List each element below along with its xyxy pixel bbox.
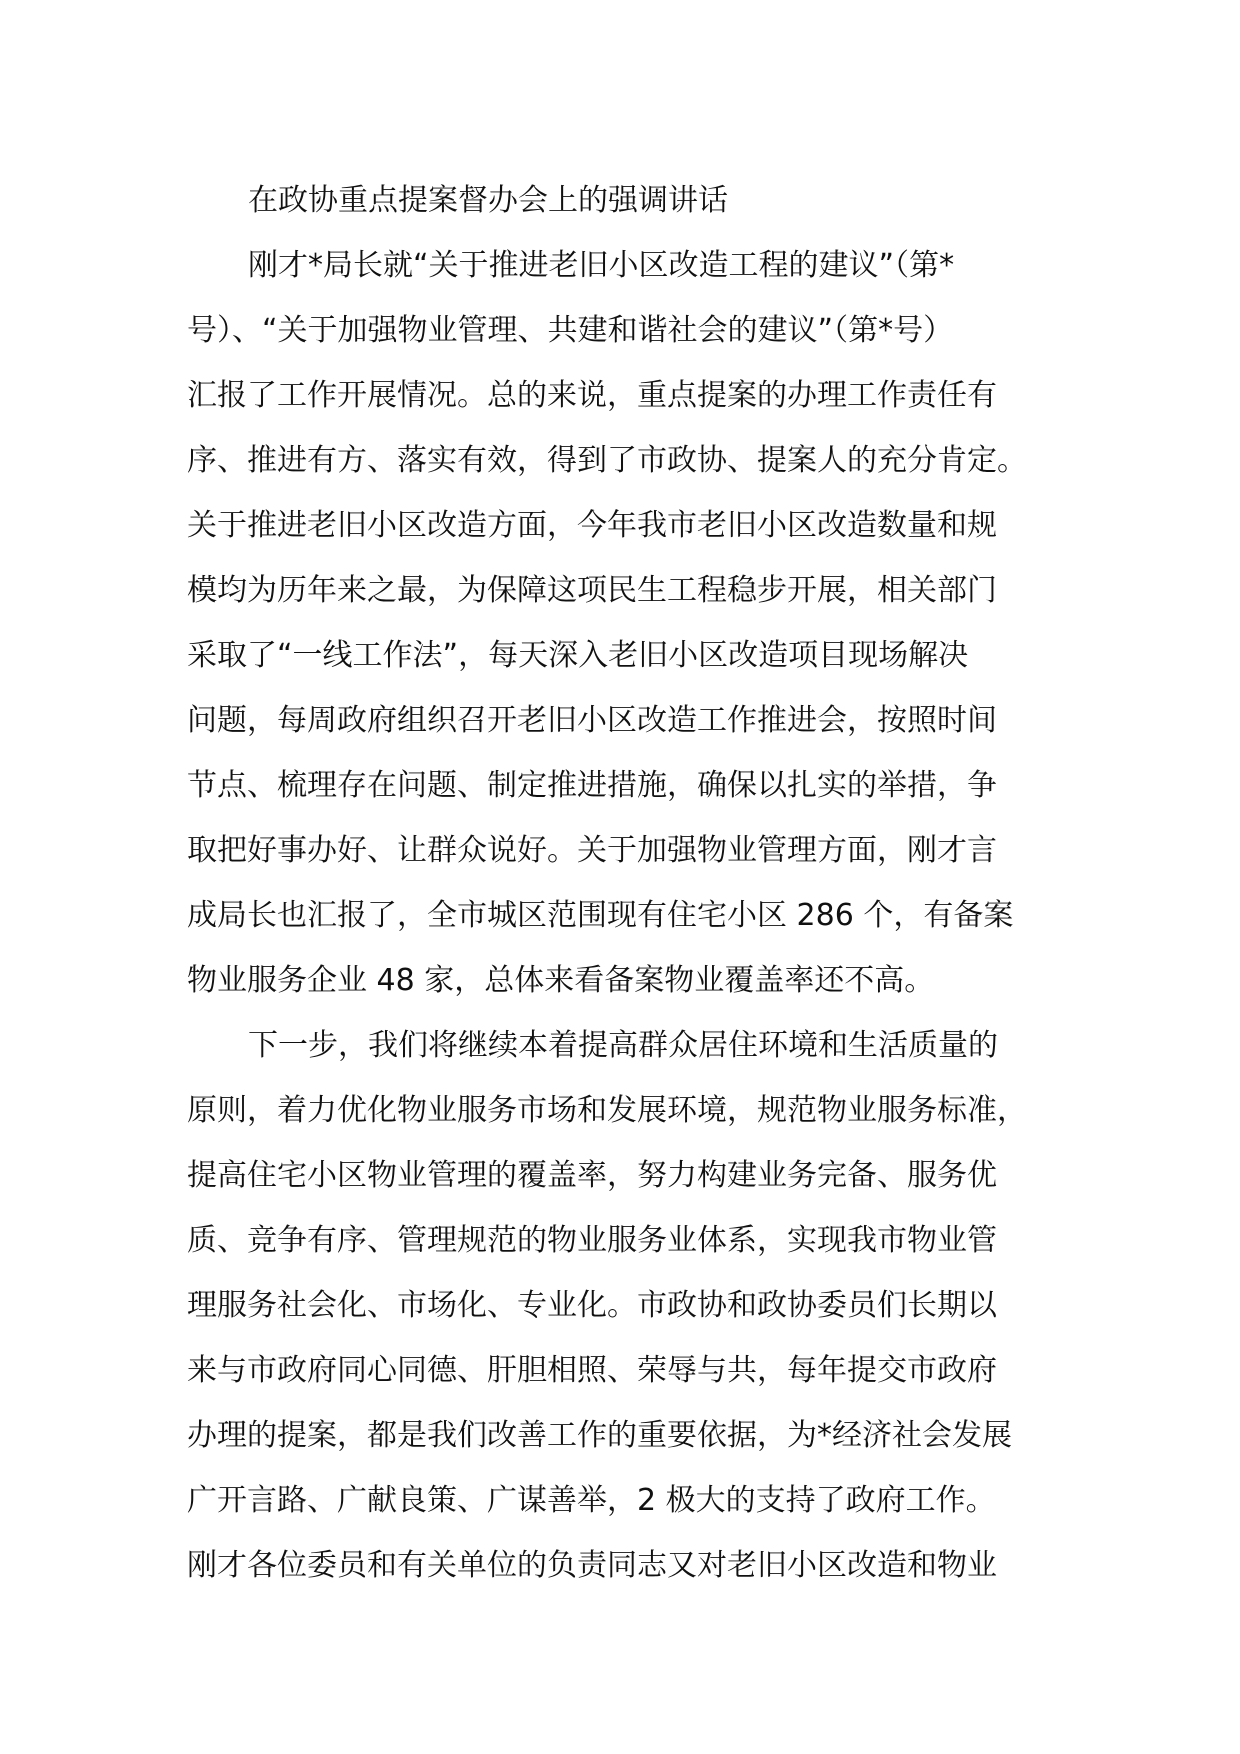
text-line: 广开言路、广献良策、广谋善举，2 极大的支持了政府工作。 [187, 1483, 996, 1518]
text-line: 模均为历年来之最，为保障这项民生工程稳步开展，相关部门 [187, 573, 997, 608]
text-line: 刚才各位委员和有关单位的负责同志又对老旧小区改造和物业 [187, 1548, 997, 1583]
text-line: 理服务社会化、市场化、专业化。市政协和政协委员们长期以 [187, 1288, 997, 1323]
text-line: 节点、梳理存在问题、制定推进措施，确保以扎实的举措，争 [187, 768, 997, 803]
text-line: 物业服务企业 48 家，总体来看备案物业覆盖率还不高。 [187, 963, 935, 998]
document-body [187, 168, 1057, 1598]
text-line: 采取了“一线工作法”，每天深入老旧小区改造项目现场解决 [187, 638, 969, 673]
text-line: 来与市政府同心同德、肝胆相照、荣辱与共，每年提交市政府 [187, 1353, 997, 1388]
text-line: 原则，着力优化物业服务市场和发展环境，规范物业服务标准， [187, 1093, 1027, 1128]
text-line: 下一步，我们将继续本着提高群众居住环境和生活质量的 [248, 1028, 998, 1063]
text-line: 汇报了工作开展情况。总的来说，重点提案的办理工作责任有 [187, 378, 997, 413]
document-title: 在政协重点提案督办会上的强调讲话 [248, 183, 728, 218]
text-line: 号）、“关于加强物业管理、共建和谐社会的建议”（第*号） [187, 313, 954, 348]
text-line: 关于推进老旧小区改造方面，今年我市老旧小区改造数量和规 [187, 508, 997, 543]
text-line: 质、竞争有序、管理规范的物业服务业体系，实现我市物业管 [187, 1223, 997, 1258]
text-line: 成局长也汇报了，全市城区范围现有住宅小区 286 个，有备案 [187, 898, 1014, 933]
document-text [187, 233, 1057, 1598]
text-line: 办理的提案，都是我们改善工作的重要依据，为*经济社会发展 [187, 1418, 1012, 1453]
text-line: 刚才*局长就“关于推进老旧小区改造工程的建议”（第* [248, 248, 955, 283]
text-line: 取把好事办好、让群众说好。关于加强物业管理方面，刚才言 [187, 833, 997, 868]
text-line: 问题，每周政府组织召开老旧小区改造工作推进会，按照时间 [187, 703, 997, 738]
text-line: 提高住宅小区物业管理的覆盖率，努力构建业务完备、服务优 [187, 1158, 997, 1193]
text-line: 序、推进有方、落实有效，得到了市政协、提案人的充分肯定。 [187, 443, 1027, 478]
